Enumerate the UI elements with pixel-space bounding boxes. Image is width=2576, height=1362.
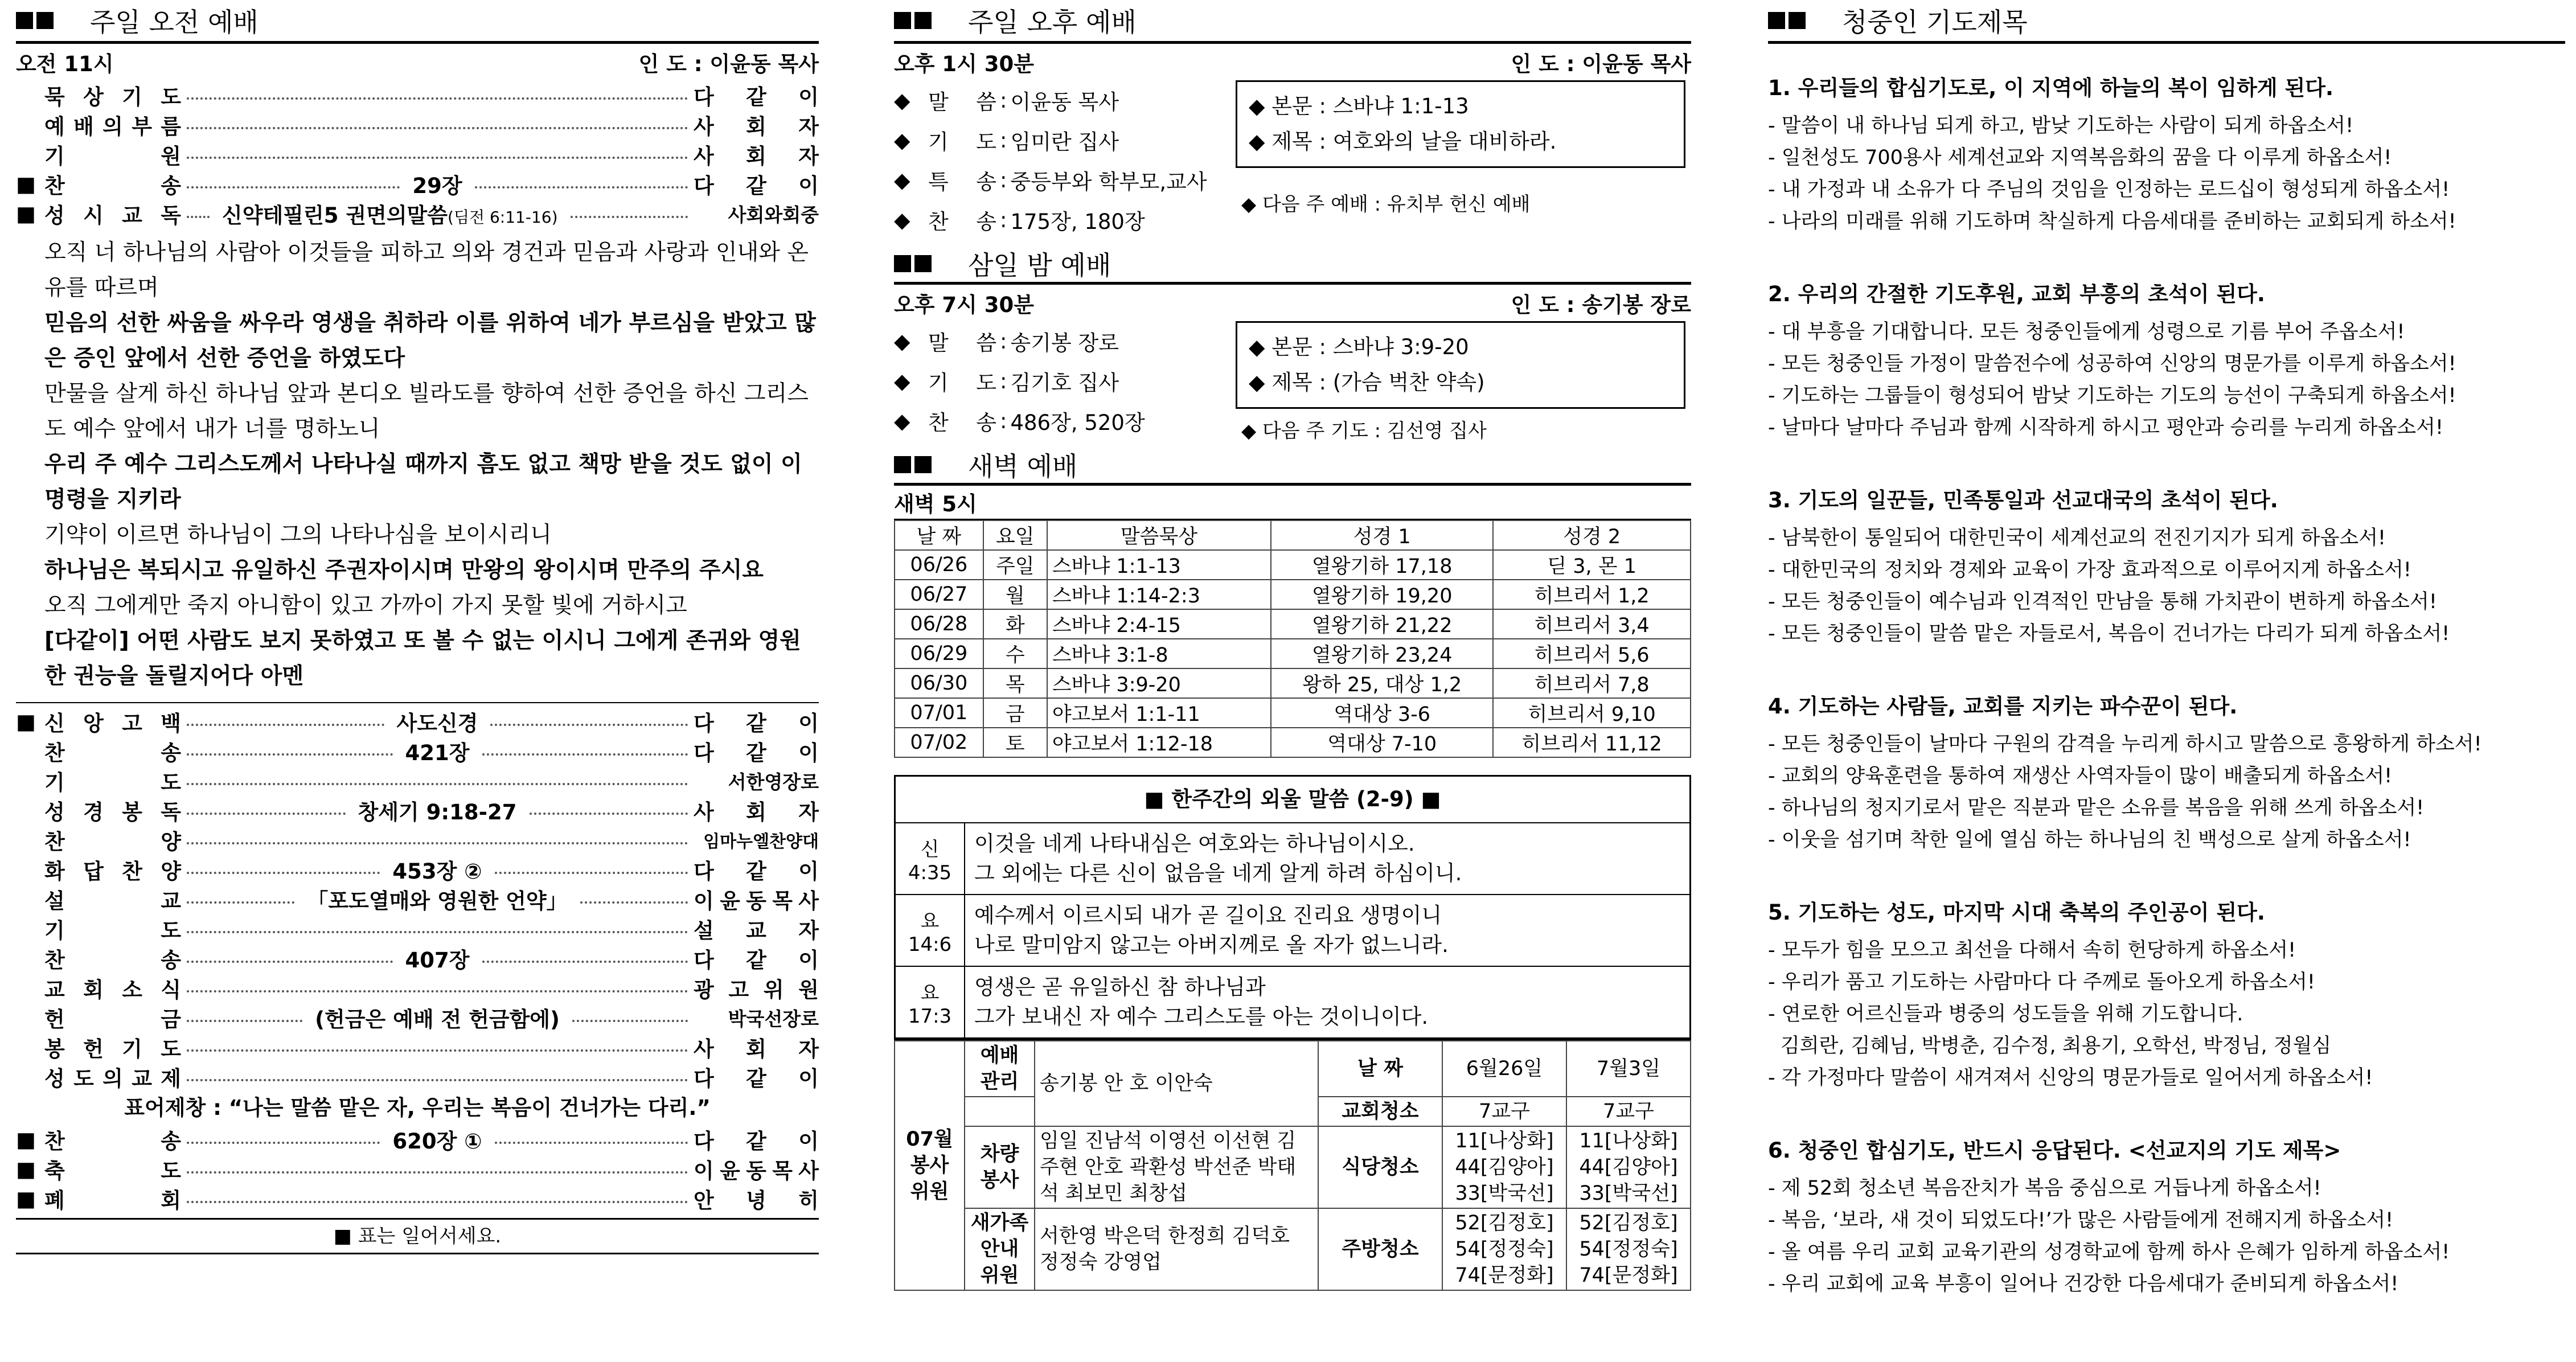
order-detail: 「포도열매와 영원한 언약」 — [307, 889, 568, 913]
prayer-section-header — [1768, 0, 2565, 44]
wednesday-sermon-box — [1236, 321, 1685, 409]
wednesday-next-week: ◆ 다음 주 기도 : 김선영 집사 — [1241, 420, 1487, 442]
order-label: 축 도 — [44, 1159, 181, 1183]
table-cell: 월 — [983, 580, 1047, 609]
list-item: - 나라의 미래를 위해 기도하며 착실하게 다음세대를 준비하는 교회되게 하소서! — [1768, 210, 2456, 233]
order-leader: 다 같 이 — [694, 1066, 819, 1091]
table-cell: 화 — [983, 609, 1047, 639]
order-label: 신 앙 고 백 — [44, 711, 181, 736]
afternoon-time-row — [894, 44, 1691, 80]
table-cell: 06/30 — [895, 668, 983, 698]
dawn-time: 새벽 5시 — [894, 492, 977, 516]
order-item: ■ 폐 회 안 녕 히 — [16, 1184, 819, 1213]
order-label: 폐 회 — [44, 1188, 181, 1213]
diamond-bullet-icon: ◆ — [894, 128, 910, 153]
afternoon-title: 주일 오후 예배 — [968, 7, 1137, 38]
list-item: - 대한민국의 정치와 경제와 교육이 가장 효과적으로 이루어지게 하옵소서! — [1768, 559, 2411, 581]
prayer-title: 청중인 기도제목 — [1842, 7, 2028, 38]
wednesday-time-row — [894, 285, 1691, 321]
table-cell: 07/02 — [895, 728, 983, 757]
dawn-section-header — [894, 446, 1691, 486]
order-of-worship-mid — [16, 707, 819, 1092]
memory-verses-box — [894, 775, 1691, 1040]
morning-leader: 인 도 : 이윤동 목사 — [638, 52, 819, 76]
order-leader: 다 같 이 — [694, 1129, 819, 1154]
table-row — [895, 728, 1691, 757]
square-bullet-icon — [1768, 12, 1785, 29]
order-leader: 서한영장로 — [728, 770, 819, 793]
order-label: 찬 송 — [44, 1129, 181, 1154]
duty-date-label: 날 짜 — [1318, 1041, 1442, 1097]
table-row — [895, 580, 1691, 609]
square-bullet-icon — [894, 12, 911, 29]
order-item — [16, 766, 819, 795]
morning-time: 오전 11시 — [16, 52, 114, 76]
verse-text: 예수께서 이르시되 내가 곧 길이요 진리요 생명이니 나로 말미암지 않고는 아버지께로 올 자가 없느니라. — [974, 903, 1449, 957]
square-bullet-icon — [914, 255, 932, 272]
order-item — [16, 825, 819, 855]
order-leader: 다 같 이 — [694, 711, 819, 736]
order-detail: 창세기 9:18-27 — [358, 800, 517, 824]
order-leader: 다 같 이 — [694, 174, 819, 198]
order-leader: 다 같 이 — [694, 948, 819, 973]
square-bullet-icon — [16, 12, 33, 29]
table-cell: 스바냐 1:14-2:3 — [1047, 580, 1271, 609]
order-item: ■ 찬 송 620장 ① 다 같 이 — [16, 1125, 819, 1154]
table-cell: 히브리서 5,6 — [1493, 639, 1691, 668]
prayer-column — [1768, 0, 2565, 1335]
list-item: - 복음, ‘보라, 새 것이 되었도다!’가 많은 사람들에게 전해지게 하옵소서! — [1768, 1209, 2394, 1232]
order-leader: 설 교 자 — [694, 918, 819, 943]
duty-value: 11[나상화] 44[김양아] 33[박국선] — [1442, 1126, 1566, 1208]
order-detail: 407장 — [405, 948, 470, 973]
wednesday-body — [894, 321, 1691, 446]
table-cell: 스바냐 2:4-15 — [1047, 609, 1271, 639]
wednesday-time: 오후 7시 30분 — [894, 293, 1034, 317]
square-bullet-icon — [36, 12, 54, 29]
diamond-bullet-icon: ◆ — [894, 368, 910, 393]
order-item: ■ 축 도 이 윤 동 목 사 — [16, 1154, 819, 1184]
order-label: 성 시 교 독 — [44, 203, 181, 228]
table-cell: 스바냐 1:1-13 — [1047, 550, 1271, 580]
list-item: - 각 가정마다 말씀이 새겨져서 신앙의 명문가들로 일어서게 하옵소서! — [1768, 1066, 2373, 1089]
order-label: 설 교 — [44, 889, 181, 913]
dawn-schedule-table — [894, 520, 1691, 758]
table-header-cell: 말씀묵상 — [1047, 520, 1271, 550]
order-label: 묵 상 기 도 — [44, 85, 181, 109]
afternoon-time: 오후 1시 30분 — [894, 52, 1034, 76]
diamond-bullet-icon: ◆ — [894, 207, 910, 232]
list-item: - 모든 청중인들이 말씀 맡은 자들로서, 복음이 건너가는 다리가 되게 하옵소서! — [1768, 622, 2450, 645]
prayer-heading: 1. 우리들의 합심기도로, 이 지역에 하늘의 복이 임하게 된다. — [1768, 76, 2334, 100]
afternoon-next-week: ◆ 다음 주 예배 : 유치부 헌신 예배 — [1241, 193, 1531, 216]
duty-names: 서한영 박은덕 한정희 김덕호 정정숙 강영업 — [1035, 1208, 1318, 1290]
order-of-worship-top — [16, 80, 819, 199]
table-cell: 역대상 3-6 — [1271, 698, 1493, 728]
list-item: - 연로한 어르신들과 병중의 성도들을 위해 기도합니다. — [1768, 1003, 2243, 1025]
scripture-line: 오직 너 하나님의 사람아 이것들을 피하고 의와 경건과 믿음과 사랑과 인내와 온유를 따르며 — [44, 240, 809, 301]
duty-month-label: 07월 봉사 위원 — [895, 1041, 965, 1290]
list-item: - 제 52회 청소년 복음잔치가 복음 중심으로 거듭나게 하옵소서! — [1768, 1177, 2321, 1200]
diamond-bullet-icon: ◆ — [894, 167, 910, 192]
diamond-bullet-icon: ◆ — [894, 88, 910, 113]
list-item: - 내 가정과 내 소유가 다 주님의 것임을 인정하는 로드십이 형성되게 하옵소서! — [1768, 178, 2450, 201]
list-item: - 모든 청중인들이 예수님과 인격적인 만남을 통해 가치관이 변하게 하옵소서! — [1768, 590, 2437, 613]
responsive-reading-text — [16, 228, 819, 703]
table-cell: 06/26 — [895, 550, 983, 580]
order-item — [16, 110, 819, 140]
afternoon-section-header — [894, 0, 1691, 44]
prayer-items — [1768, 110, 2565, 237]
order-label: 기 도 — [44, 918, 181, 943]
order-item-reading: ■ 성 시 교 독 신약테필린5 권면의말씀(딤전 6:11-16) 사회와회중 — [16, 199, 819, 228]
order-label: 기 도 — [44, 770, 181, 795]
list-item: - 날마다 날마다 주님과 함께 시작하게 하시고 평안과 승리를 누리게 하옵소서! — [1768, 416, 2444, 439]
duty-value: 11[나상화] 44[김양아] 33[박국선] — [1566, 1126, 1691, 1208]
reading-title: 신약테필린5 권면의말씀(딤전 6:11-16) — [222, 203, 558, 228]
afternoon-body — [894, 80, 1691, 245]
morning-section-header — [16, 0, 819, 44]
duty-names: 송기봉 안 호 이안숙 — [1035, 1041, 1318, 1126]
duty-date-1: 6월26일 — [1442, 1041, 1566, 1097]
order-leader: 사 회 자 — [694, 800, 819, 824]
table-cell: 06/29 — [895, 639, 983, 668]
standing-note: ■ 표는 일어서세요. — [16, 1218, 819, 1254]
prayer-heading: 6. 청중인 합심기도, 반드시 응답된다. <선교지의 기도 제목> — [1768, 1138, 2341, 1163]
table-cell: 금 — [983, 698, 1047, 728]
order-leader: 박국선장로 — [728, 1007, 819, 1030]
table-header-cell: 요일 — [983, 520, 1047, 550]
order-leader: 이 윤 동 목 사 — [694, 1159, 819, 1183]
table-header-cell: 날 짜 — [895, 520, 983, 550]
order-item — [16, 1032, 819, 1062]
table-cell: 야고보서 1:1-11 — [1047, 698, 1271, 728]
service-item: ◆ 기 도 : 임미란 집사 — [894, 128, 1119, 154]
list-item: - 이웃을 섬기며 착한 일에 열심 하는 하나님의 친 백성으로 살게 하옵소서! — [1768, 828, 2411, 851]
order-label: 성 경 봉 독 — [44, 800, 181, 824]
service-duty-table — [894, 1040, 1691, 1291]
order-item — [16, 1062, 819, 1092]
order-label: 찬 양 — [44, 830, 181, 854]
verse-text: 이것을 네게 나타내심은 여호와는 하나님이시오. 그 외에는 다른 신이 없음을 네게 알게 하려 하심이니. — [974, 831, 1462, 885]
table-cell: 수 — [983, 639, 1047, 668]
service-item: ◆ 찬 송 : 486장, 520장 — [894, 408, 1145, 435]
table-row — [895, 550, 1691, 580]
square-bullet-icon — [914, 12, 932, 29]
table-cell: 히브리서 11,12 — [1493, 728, 1691, 757]
wednesday-leader: 인 도 : 송기봉 장로 — [1511, 293, 1691, 317]
scripture-line: 만물을 살게 하신 하나님 앞과 본디오 빌라도를 향하여 선한 증언을 하신 그리스도 예수 앞에서 내가 너를 명하노니 — [44, 381, 809, 442]
dawn-title: 새벽 예배 — [968, 451, 1078, 482]
order-label: 찬 송 — [44, 741, 181, 765]
verse-reference: 요 14:6 — [896, 895, 965, 966]
table-cell: 열왕기하 17,18 — [1271, 550, 1493, 580]
table-cell: 히브리서 7,8 — [1493, 668, 1691, 698]
list-item: - 남북한이 통일되어 대한민국이 세계선교의 전진기지가 되게 하옵소서! — [1768, 527, 2386, 549]
table-cell: 야고보서 1:12-18 — [1047, 728, 1271, 757]
table-row — [895, 668, 1691, 698]
table-cell: 06/27 — [895, 580, 983, 609]
square-bullet-icon — [1789, 12, 1806, 29]
wednesday-sermon-title: ◆ 제목 : (가슴 벅찬 약속) — [1249, 370, 1485, 395]
order-label: 찬 송 — [44, 174, 181, 198]
table-cell: 07/01 — [895, 698, 983, 728]
order-label: 기 원 — [44, 144, 181, 169]
duty-value: 7교구 — [1566, 1097, 1691, 1126]
memory-verse — [896, 967, 1689, 1039]
order-leader: 임마누엘찬양대 — [703, 832, 819, 852]
afternoon-sermon-title: ◆ 제목 : 여호와의 날을 대비하라. — [1249, 129, 1557, 154]
prayer-list — [1768, 67, 2565, 1300]
duty-role-label: 교회청소 — [1318, 1097, 1442, 1126]
diamond-bullet-icon: ◆ — [894, 408, 910, 433]
list-item: - 우리가 품고 기도하는 사람마다 다 주께로 돌아오게 하옵소서! — [1768, 971, 2315, 994]
table-cell: 열왕기하 21,22 — [1271, 609, 1493, 639]
order-leader: 안 녕 히 — [694, 1188, 819, 1213]
order-item — [16, 80, 819, 110]
verse-text: 영생은 곧 유일하신 참 하나님과 그가 보내신 자 예수 그리스도를 아는 것이니이다. — [974, 975, 1429, 1029]
scripture-line: [다같이] 어떤 사람도 보지 못하였고 또 볼 수 없는 이시니 그에게 존귀와 영원한 권능을 돌릴지어다 아멘 — [44, 628, 801, 689]
order-leader: 다 같 이 — [694, 859, 819, 884]
order-leader: 사 회 자 — [694, 144, 819, 169]
service-item: ◆ 찬 송 : 175장, 180장 — [894, 207, 1145, 234]
verse-reference: 신 4:35 — [896, 823, 965, 894]
table-cell: 06/28 — [895, 609, 983, 639]
prayer-heading: 3. 기도의 일꾼들, 민족통일과 선교대국의 초석이 된다. — [1768, 488, 2278, 512]
table-cell: 스바냐 3:1-8 — [1047, 639, 1271, 668]
square-bullet-icon — [894, 456, 911, 473]
verse-reference: 요 17:3 — [896, 967, 965, 1037]
table-cell: 왕하 25, 대상 1,2 — [1271, 668, 1493, 698]
duty-date-2: 7월3일 — [1566, 1041, 1691, 1097]
table-cell: 스바냐 3:9-20 — [1047, 668, 1271, 698]
order-item — [16, 855, 819, 884]
list-item: - 대 부흥을 기대합니다. 모든 청중인들에게 성령으로 기름 부어 주옵소서! — [1768, 321, 2405, 343]
order-of-worship-end — [16, 1125, 819, 1213]
table-cell: 히브리서 1,2 — [1493, 580, 1691, 609]
order-item — [16, 914, 819, 943]
morning-service-column — [16, 0, 819, 1254]
morning-title: 주일 오전 예배 — [90, 7, 259, 38]
middle-column — [894, 0, 1691, 1291]
scripture-line: 우리 주 예수 그리스도께서 나타나실 때까지 흠도 없고 책망 받을 것도 없이 이 명령을 지키라 — [44, 452, 802, 512]
table-row — [895, 639, 1691, 668]
duty-role-label: 차량 봉사 — [965, 1126, 1035, 1208]
service-item: ◆ 기 도 : 김기호 집사 — [894, 368, 1119, 395]
order-detail: 620장 ① — [392, 1129, 482, 1154]
order-leader: 이 윤 동 목 사 — [694, 889, 819, 913]
order-item — [16, 140, 819, 169]
table-cell: 열왕기하 19,20 — [1271, 580, 1493, 609]
table-cell: 목 — [983, 668, 1047, 698]
wednesday-text: ◆ 본문 : 스바냐 3:9-20 — [1249, 335, 1469, 359]
morning-time-row — [16, 44, 819, 80]
afternoon-sermon-box — [1236, 80, 1685, 168]
order-detail: 421장 — [405, 741, 470, 765]
prayer-items — [1768, 1172, 2565, 1300]
table-cell: 토 — [983, 728, 1047, 757]
order-leader: 사 회 자 — [694, 1037, 819, 1061]
table-header-row — [895, 520, 1691, 550]
list-item: - 올 여름 우리 교회 교육기관의 성경학교에 함께 하사 은혜가 임하게 하옵소서! — [1768, 1241, 2450, 1263]
order-label: 화 답 찬 양 — [44, 859, 181, 884]
scripture-line: 오직 그에게만 죽지 아니함이 있고 가까이 가지 못할 빛에 거하시고 — [44, 593, 687, 618]
list-item: - 말씀이 내 하나님 되게 하고, 밤낮 기도하는 사람이 되게 하옵소서! — [1768, 114, 2354, 137]
duty-role-label: 새가족 안내 위원 — [965, 1208, 1035, 1290]
afternoon-leader: 인 도 : 이윤동 목사 — [1511, 52, 1691, 76]
prayer-items — [1768, 522, 2565, 650]
order-detail: 29장 — [412, 174, 462, 198]
order-label: 찬 송 — [44, 948, 181, 973]
order-label: 예 배 의 부 름 — [44, 114, 181, 139]
order-label: 헌 금 — [44, 1007, 181, 1032]
order-detail: (헌금은 예배 전 헌금함에) — [315, 1007, 560, 1032]
duty-value: 7교구 — [1442, 1097, 1566, 1126]
motto-line: 표어제창 : “나는 말씀 맡은 자, 우리는 복음이 건너가는 다리.” — [124, 1096, 711, 1120]
table-cell: 역대상 7-10 — [1271, 728, 1493, 757]
list-item: 김희란, 김혜님, 박병춘, 김수정, 최용기, 오학선, 박정님, 정월심 — [1781, 1035, 2332, 1057]
table-cell: 열왕기하 23,24 — [1271, 639, 1493, 668]
square-bullet-icon — [914, 456, 932, 473]
memory-verses-title: ■ 한주간의 외울 말씀 (2-9) ■ — [896, 777, 1689, 823]
prayer-heading: 2. 우리의 간절한 기도후원, 교회 부흥의 초석이 된다. — [1768, 282, 2265, 306]
wednesday-title: 삼일 밤 예배 — [968, 250, 1111, 281]
service-item: ◆ 특 송 : 중등부와 학부모,교사 — [894, 167, 1207, 194]
duty-value: 52[김정호] 54[정정숙] 74[문정화] — [1442, 1208, 1566, 1290]
order-item — [16, 973, 819, 1003]
prayer-heading: 4. 기도하는 사람들, 교회를 지키는 파수꾼이 된다. — [1768, 694, 2238, 719]
diamond-bullet-icon: ◆ — [894, 329, 910, 354]
order-item: ■ 신 앙 고 백 사도신경 다 같 이 — [16, 707, 819, 736]
prayer-items — [1768, 728, 2565, 856]
scripture-line: 기약이 이르면 하나님이 그의 나타나심을 보이시리니 — [44, 522, 552, 548]
list-item: - 우리 교회에 교육 부흥이 일어나 건강한 다음세대가 준비되게 하옵소서! — [1768, 1273, 2399, 1295]
duty-role-label: 예배 관리 — [965, 1041, 1035, 1097]
order-item — [16, 884, 819, 914]
list-item: - 일천성도 700용사 세계선교와 지역복음화의 꿈을 다 이루게 하옵소서! — [1768, 146, 2392, 169]
order-item — [16, 1003, 819, 1032]
service-item: ◆ 말 씀 : 이윤동 목사 — [894, 88, 1119, 114]
duty-role-label: 식당청소 — [1318, 1126, 1442, 1208]
order-leader: 사 회 자 — [694, 114, 819, 139]
order-detail: 453장 ② — [392, 859, 482, 884]
order-label: 봉 헌 기 도 — [44, 1037, 181, 1061]
memory-verse — [896, 823, 1689, 895]
order-label: 교 회 소 식 — [44, 978, 181, 1002]
order-leader: 다 같 이 — [694, 85, 819, 109]
list-item: - 교회의 양육훈련을 통하여 재생산 사역자들이 많이 배출되게 하옵소서! — [1768, 765, 2393, 787]
wednesday-section-header — [894, 245, 1691, 285]
order-item — [16, 795, 819, 825]
list-item: - 모든 청중인들 가정이 말씀전수에 성공하여 신앙의 명문가를 이루게 하옵소서! — [1768, 352, 2456, 375]
table-row — [895, 609, 1691, 639]
scripture-line: 믿음의 선한 싸움을 싸우라 영생을 취하라 이를 위하여 네가 부르심을 받았고 많은 증인 앞에서 선한 증언을 하였도다 — [44, 310, 816, 371]
table-cell: 딛 3, 몬 1 — [1493, 550, 1691, 580]
table-cell: 주일 — [983, 550, 1047, 580]
service-item: ◆ 말 씀 : 송기봉 장로 — [894, 329, 1119, 355]
prayer-items — [1768, 934, 2565, 1094]
table-cell: 히브리서 9,10 — [1493, 698, 1691, 728]
duty-role-label: 주방청소 — [1318, 1208, 1442, 1290]
prayer-heading: 5. 기도하는 성도, 마지막 시대 축복의 주인공이 된다. — [1768, 900, 2265, 925]
list-item: - 모두가 힘을 모으고 최선을 다해서 속히 헌당하게 하옵소서! — [1768, 939, 2296, 962]
order-label: 성 도 의 교 제 — [44, 1066, 181, 1091]
duty-value: 52[김정호] 54[정정숙] 74[문정화] — [1566, 1208, 1691, 1290]
prayer-items — [1768, 316, 2565, 444]
dawn-time-row — [894, 486, 1691, 520]
table-cell: 히브리서 3,4 — [1493, 609, 1691, 639]
square-bullet-icon — [894, 255, 911, 272]
order-item: ■ 찬 송 29장 다 같 이 — [16, 169, 819, 199]
order-item — [16, 943, 819, 973]
order-leader: 광 고 위 원 — [694, 978, 819, 1002]
table-header-cell: 성경 1 — [1271, 520, 1493, 550]
table-header-cell: 성경 2 — [1493, 520, 1691, 550]
scripture-line: 하나님은 복되시고 유일하신 주권자이시며 만왕의 왕이시며 만주의 주시요 — [44, 557, 764, 583]
list-item: - 하나님의 청지기로서 맡은 직분과 맡은 소유를 복음을 위해 쓰게 하옵소서! — [1768, 797, 2425, 819]
order-detail: 사도신경 — [396, 711, 478, 736]
memory-verse — [896, 895, 1689, 967]
order-leader: 다 같 이 — [694, 741, 819, 765]
list-item: - 기도하는 그룹들이 형성되어 밤낮 기도하는 기도의 능선이 구축되게 하옵소서! — [1768, 384, 2456, 407]
order-item — [16, 736, 819, 766]
table-row — [895, 698, 1691, 728]
duty-names: 임일 진남석 이영선 이선현 김주현 안호 곽환성 박선준 박태석 최보민 최창섭 — [1035, 1126, 1318, 1208]
list-item: - 모든 청중인들이 날마다 구원의 감격을 누리게 하시고 말씀으로 흥왕하게 하소서! — [1768, 733, 2482, 756]
afternoon-text: ◆ 본문 : 스바냐 1:1-13 — [1249, 94, 1469, 118]
